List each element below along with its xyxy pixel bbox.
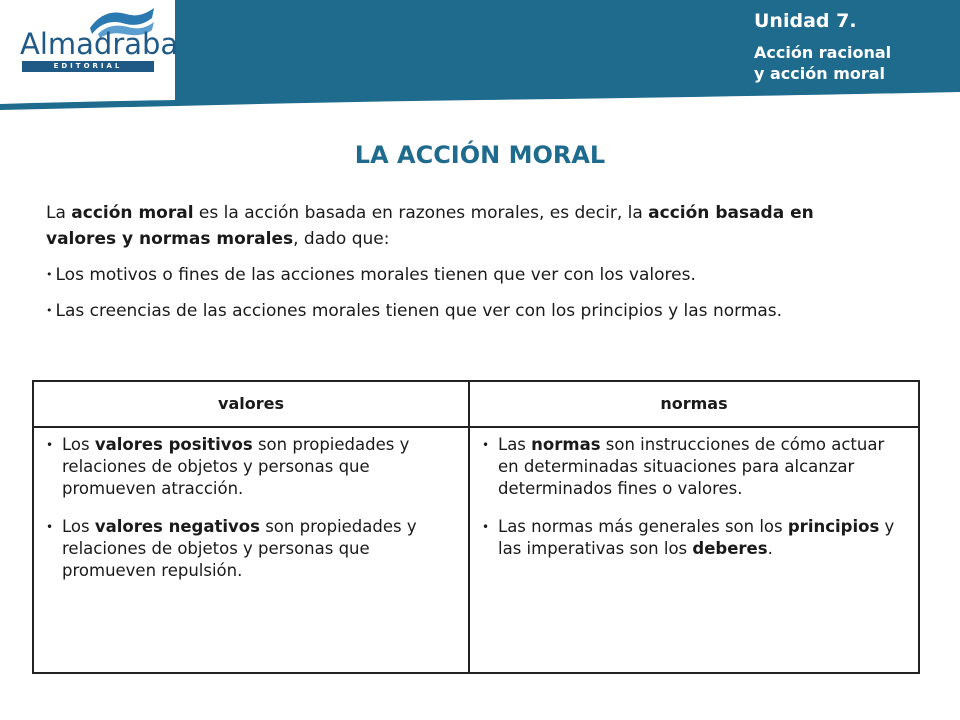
table-header-normas: normas xyxy=(469,381,919,427)
logo-name: Almadraba xyxy=(20,27,179,61)
list-item-text: y las imperativas son los xyxy=(498,517,895,558)
unit-info xyxy=(754,10,954,84)
intro-bullet-1-text: Los motivos o fines de las acciones morales tienen que ver con los valores. xyxy=(55,265,696,285)
table-cell-valores xyxy=(33,427,469,673)
intro-text-3: , dado que: xyxy=(293,229,390,249)
unit-subtitle-line-2: y acción moral xyxy=(754,64,886,83)
table-row xyxy=(33,427,919,673)
list-item-bold: valores positivos xyxy=(94,435,253,454)
list-item-text: son propiedades y relaciones de objetos y personas que promueven repulsión. xyxy=(62,517,417,580)
list-item-bold: deberes xyxy=(692,539,768,558)
list-item-bold: principios xyxy=(787,517,880,536)
list-item xyxy=(44,516,458,582)
intro-bold-2: acción basada en valores y normas morales xyxy=(46,203,814,249)
table-header-row xyxy=(33,381,919,427)
intro-text xyxy=(46,200,878,334)
page-title: LA ACCIÓN MORAL xyxy=(354,141,606,169)
logo-subtitle: EDITORIAL xyxy=(22,61,154,72)
list-item-bold: valores negativos xyxy=(94,517,260,536)
bullet-icon: • xyxy=(46,268,53,281)
list-item xyxy=(480,516,908,560)
intro-text-1: La xyxy=(46,203,72,223)
list-item-text: . xyxy=(767,539,773,558)
intro-bullet-2 xyxy=(46,298,878,324)
bullet-icon: • xyxy=(46,304,53,317)
comparison-table xyxy=(32,380,920,674)
intro-paragraph xyxy=(46,200,878,252)
list-item-text: Las xyxy=(498,435,532,454)
table-cell-normas xyxy=(469,427,919,673)
list-item xyxy=(44,434,458,500)
intro-bullet-1 xyxy=(46,262,878,288)
intro-text-2: es la acción basada en razones morales, es decir, la xyxy=(193,203,649,223)
list-item xyxy=(480,434,908,500)
bullet-icon: • xyxy=(482,438,490,452)
unit-subtitle-line-1: Acción racional xyxy=(754,43,892,62)
intro-bold-1: acción moral xyxy=(71,203,194,223)
list-item-text: son propiedades y relaciones de objetos y personas que promueven atracción. xyxy=(62,435,410,498)
unit-subtitle xyxy=(754,42,954,84)
list-item-text: Los xyxy=(62,435,95,454)
list-item-text: Las normas más generales son los xyxy=(498,517,788,536)
bullet-icon: • xyxy=(482,520,490,534)
list-item-text: Los xyxy=(62,517,95,536)
bullet-icon: • xyxy=(46,520,54,534)
unit-title: Unidad 7. xyxy=(754,10,857,32)
list-item-bold: normas xyxy=(531,435,601,454)
intro-bullet-2-text: Las creencias de las acciones morales tienen que ver con los principios y las normas. xyxy=(55,301,783,321)
bullet-icon: • xyxy=(46,438,54,452)
list-item-text: son instrucciones de cómo actuar en determinadas situaciones para alcanzar determinados fines o valores. xyxy=(498,435,885,498)
table-header-valores: valores xyxy=(33,381,469,427)
